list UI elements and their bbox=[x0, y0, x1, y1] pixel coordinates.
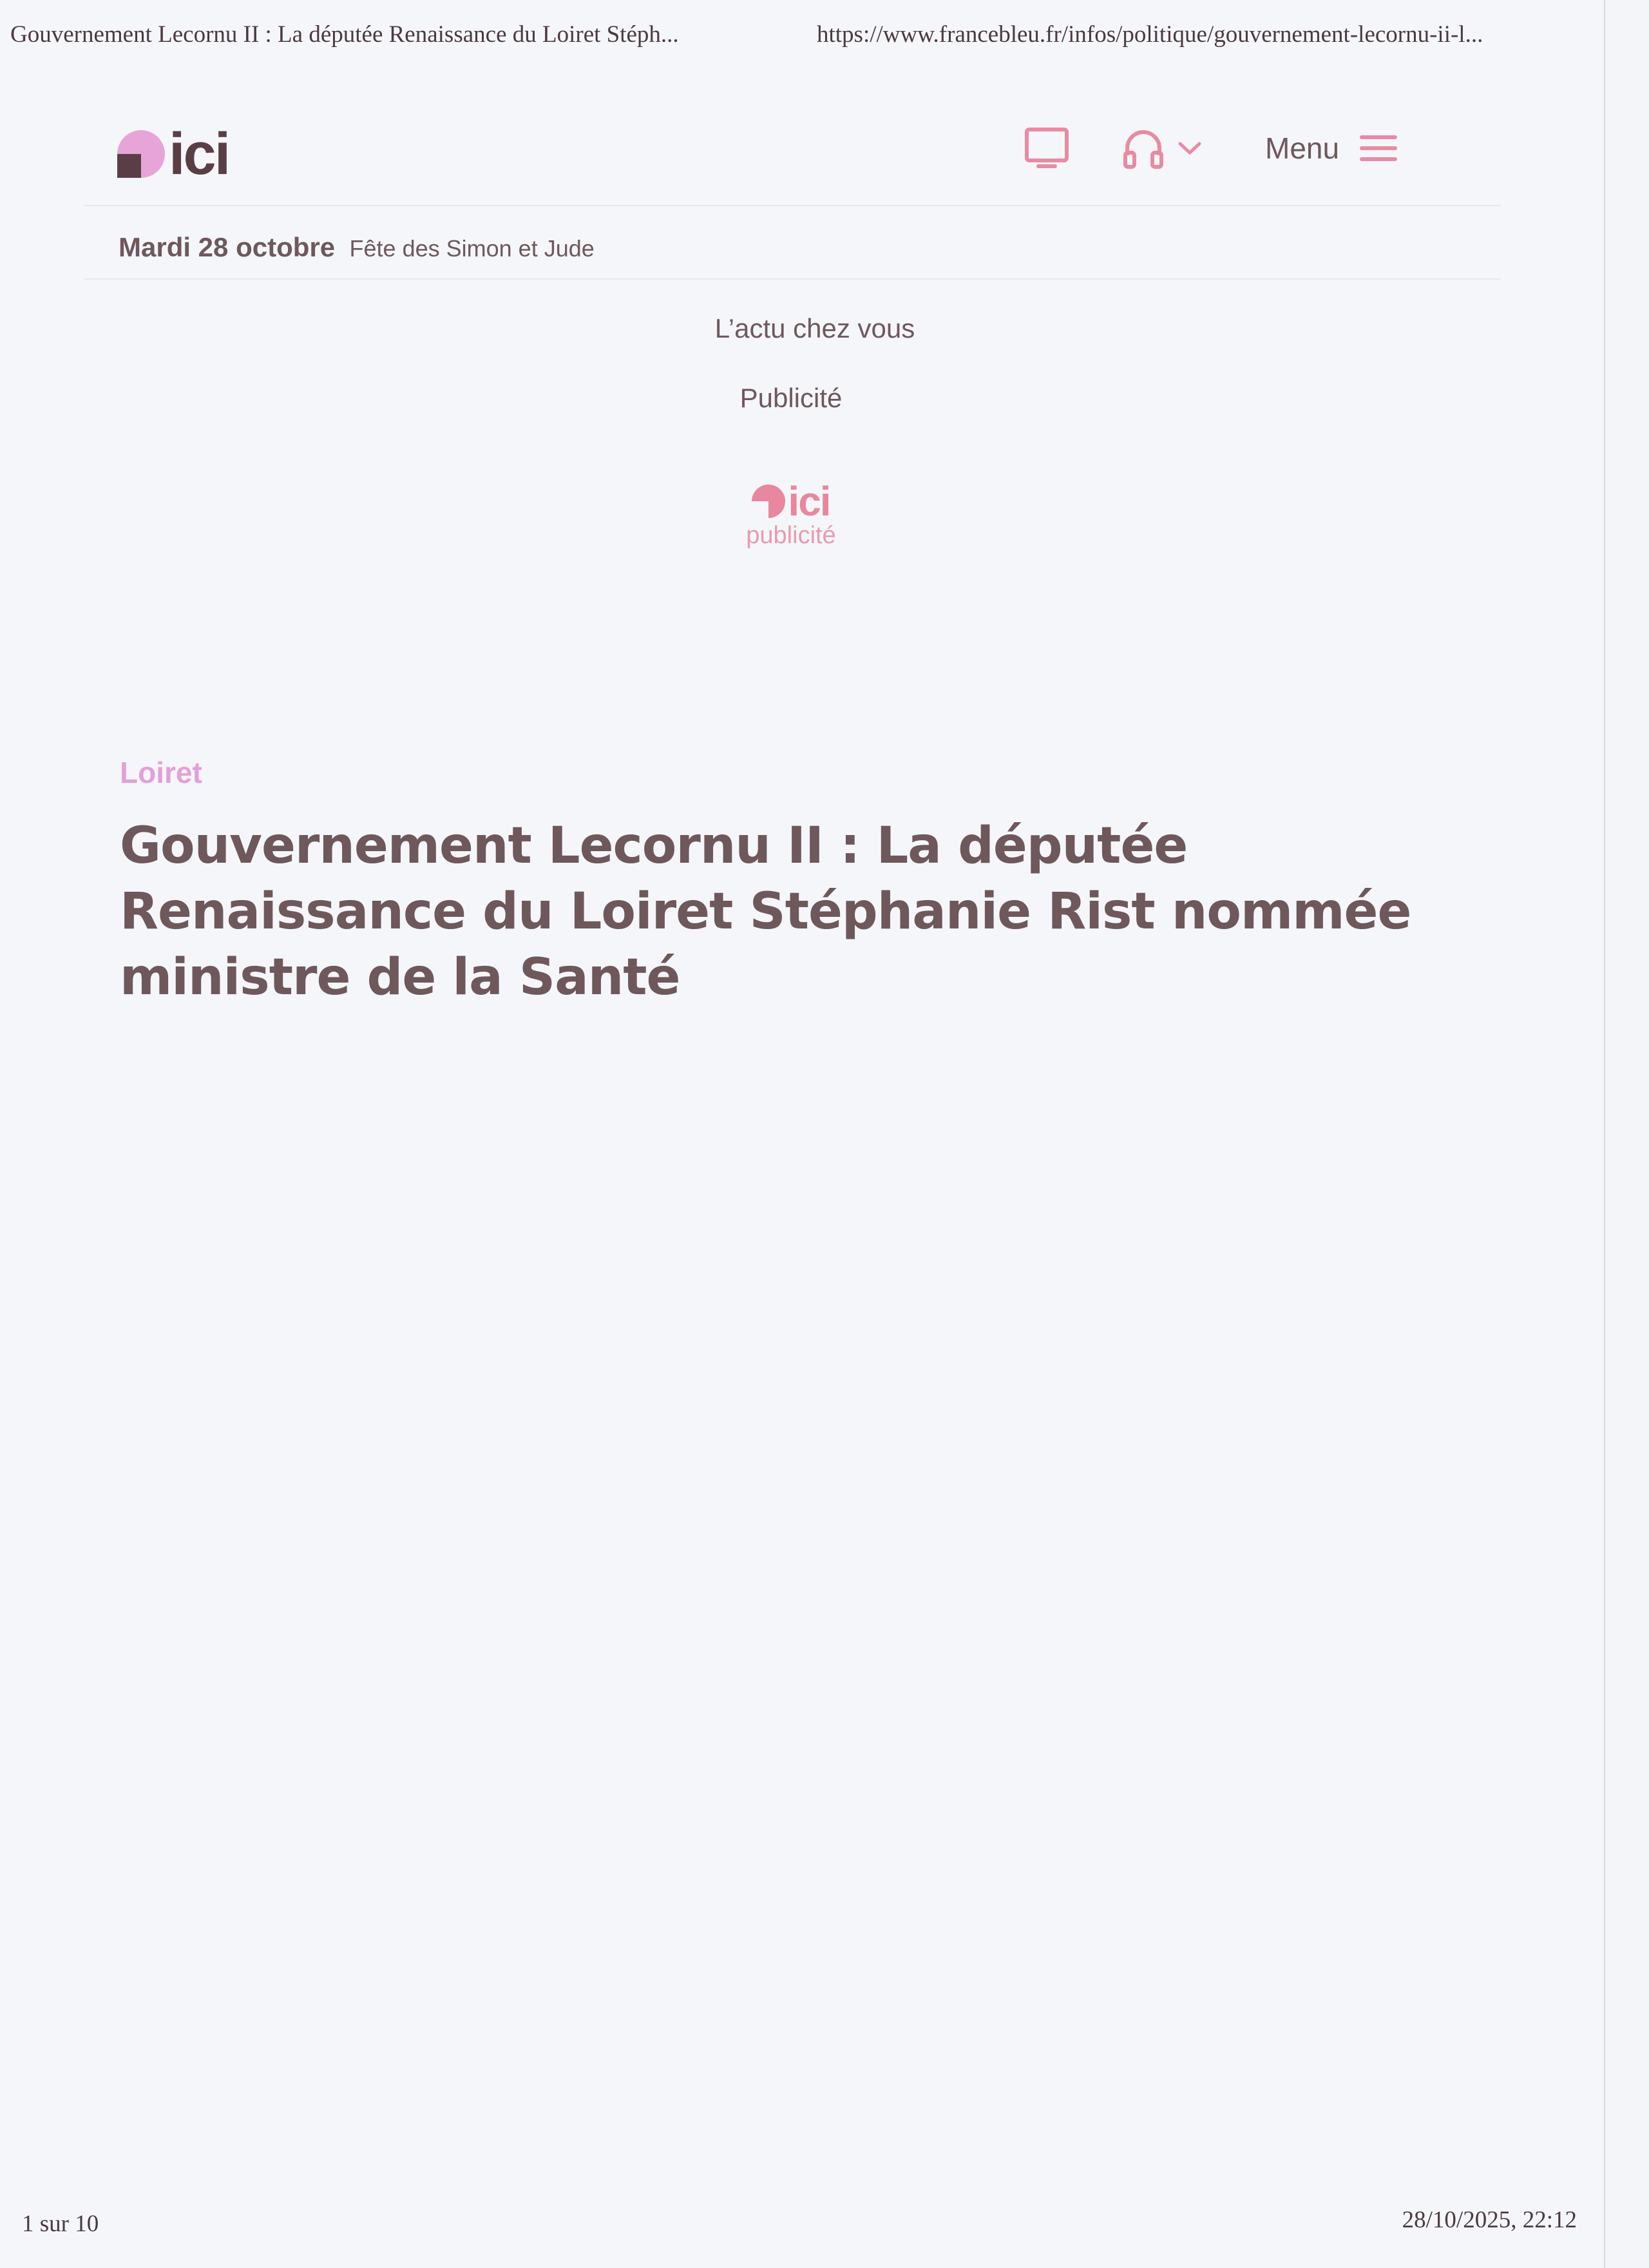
saint-of-the-day: Fête des Simon et Jude bbox=[349, 235, 595, 262]
header-actions bbox=[1024, 122, 1397, 174]
ad-logo bbox=[738, 478, 844, 524]
ad-placeholder[interactable] bbox=[738, 478, 844, 550]
logo-mark-icon bbox=[117, 130, 165, 178]
ad-logo-mark-icon bbox=[752, 485, 785, 518]
ad-logo-text: ici bbox=[788, 478, 830, 524]
chevron-down-icon[interactable] bbox=[1176, 139, 1203, 158]
print-page-number: 1 sur 10 bbox=[22, 2211, 99, 2237]
date-bar bbox=[119, 232, 595, 263]
site-logo[interactable] bbox=[117, 121, 229, 187]
article-region-link[interactable]: Loiret bbox=[120, 756, 202, 789]
ad-caption: publicité bbox=[746, 522, 836, 549]
logo-text: ici bbox=[169, 121, 229, 187]
date-divider bbox=[84, 278, 1501, 280]
print-header-title: Gouvernement Lecornu II : La députée Renaissance du Loiret Stéph... bbox=[10, 21, 679, 48]
header-divider bbox=[84, 205, 1501, 206]
print-header-url: https://www.francebleu.fr/infos/politique/gouvernement-lecornu-ii-l... bbox=[817, 21, 1483, 48]
headphones-icon[interactable] bbox=[1122, 127, 1165, 169]
region-tagline: L’actu chez vous bbox=[714, 313, 915, 343]
menu-button[interactable] bbox=[1265, 131, 1397, 166]
hamburger-icon bbox=[1360, 134, 1397, 162]
current-date: Mardi 28 octobre bbox=[119, 232, 336, 262]
article-title: Gouvernement Lecornu II : La députée Renaissance du Loiret Stéphanie Rist nommée ministre de la Santé bbox=[120, 817, 1411, 1006]
tv-icon[interactable] bbox=[1024, 127, 1069, 169]
menu-label: Menu bbox=[1265, 131, 1340, 165]
ad-label: Publicité bbox=[739, 383, 843, 413]
print-date: 28/10/2025, 22:12 bbox=[1402, 2207, 1577, 2233]
